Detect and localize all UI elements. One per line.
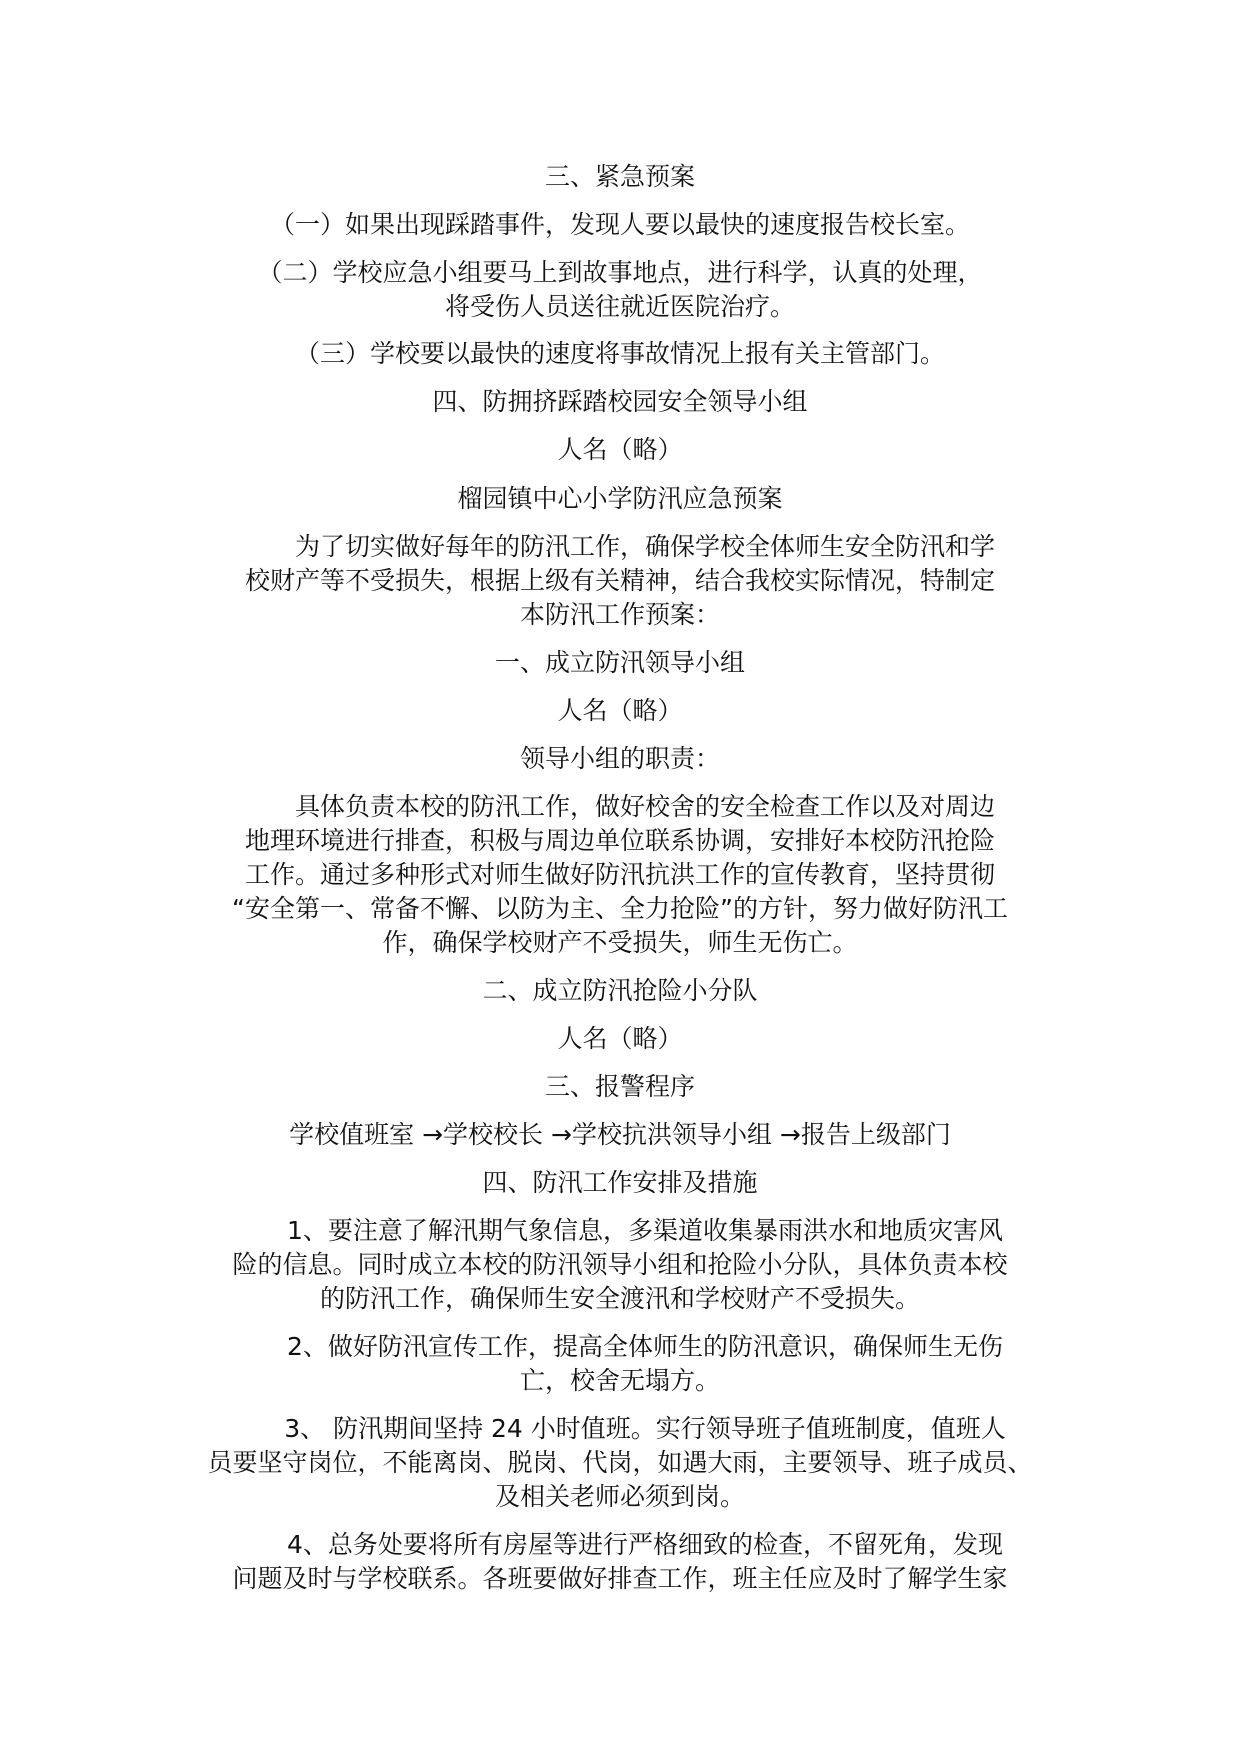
measure-1-line-3: 的防汛工作，确保师生安全渡汛和学校财产不受损失。 (319, 1284, 920, 1313)
measure-1-line-1: 1、要注意了解汛期气象信息，多渠道收集暴雨洪水和地质灾害风 (287, 1216, 1003, 1245)
flood-duty-text-line-1: 具体负责本校的防汛工作，做好校舍的安全检查工作以及对周边 (294, 792, 995, 821)
measure-4-line-2: 问题及时与学校联系。各班要做好排查工作，班主任应及时了解学生家 (232, 1564, 1008, 1593)
measure-2-line-2: 亡，校舍无塌方。 (519, 1366, 720, 1395)
measure-4-line-1: 4、总务处要将所有房屋等进行严格细致的检查，不留死角，发现 (287, 1530, 1003, 1559)
emergency-item-2-line-1: （二）学校应急小组要马上到故事地点，进行科学，认真的处理， (257, 258, 983, 287)
flood-section-1-names: 人名（略） (557, 696, 683, 725)
section-heading-safety-team: 四、防拥挤踩踏校园安全领导小组 (432, 387, 808, 416)
measure-3-line-1: 3、 防汛期间坚持 24 小时值班。实行领导班子值班制度，值班人 (284, 1414, 1006, 1443)
flood-section-3-heading: 三、报警程序 (544, 1072, 695, 1101)
safety-team-names: 人名（略） (557, 435, 683, 464)
emergency-item-2-line-2: 将受伤人员送往就近医院治疗。 (444, 292, 795, 321)
emergency-item-1: （一）如果出现踩踏事件，发现人要以最快的速度报告校长室。 (269, 210, 970, 239)
flood-section-2-names: 人名（略） (557, 1024, 683, 1053)
flood-duty-text-line-4: “安全第一、常备不懈、以防为主、全力抢险”的方针，努力做好防汛工 (232, 894, 1008, 923)
flood-duty-text-line-2: 地理环境进行排查，积极与周边单位联系协调，安排好本校防汛抢险 (244, 826, 995, 855)
flood-plan-intro-line-2: 校财产等不受损失，根据上级有关精神，结合我校实际情况，特制定 (244, 566, 995, 595)
flood-section-4-heading: 四、防汛工作安排及措施 (482, 1168, 758, 1197)
measure-1-line-2: 险的信息。同时成立本校的防汛领导小组和抢险小分队，具体负责本校 (232, 1250, 1008, 1279)
measure-3-line-3: 及相关老师必须到岗。 (494, 1482, 745, 1511)
alarm-procedure-flow: 学校值班室 →学校校长 →学校抗洪领导小组 →报告上级部门 (289, 1120, 951, 1149)
flood-duty-text-line-5: 作，确保学校财产不受损失，师生无伤亡。 (382, 928, 858, 957)
flood-duty-text-line-3: 工作。通过多种形式对师生做好防汛抗洪工作的宣传教育，坚持贯彻 (244, 860, 995, 889)
section-heading-emergency-plan: 三、紧急预案 (544, 162, 695, 191)
emergency-item-3: （三）学校要以最快的速度将事故情况上报有关主管部门。 (294, 339, 945, 368)
flood-plan-title: 榴园镇中心小学防汛应急预案 (457, 484, 783, 513)
flood-plan-intro-line-1: 为了切实做好每年的防汛工作，确保学校全体师生安全防汛和学 (294, 532, 995, 561)
flood-section-2-heading: 二、成立防汛抢险小分队 (482, 976, 758, 1005)
flood-plan-intro-line-3: 本防汛工作预案： (519, 600, 720, 629)
flood-section-1-duty-heading: 领导小组的职责： (519, 744, 720, 773)
measure-2-line-1: 2、做好防汛宣传工作，提高全体师生的防汛意识，确保师生无伤 (287, 1332, 1003, 1361)
flood-section-1-heading: 一、成立防汛领导小组 (494, 648, 745, 677)
measure-3-line-2: 员要坚守岗位，不能离岗、脱岗、代岗，如遇大雨，主要领导、班子成员、 (207, 1448, 1033, 1477)
